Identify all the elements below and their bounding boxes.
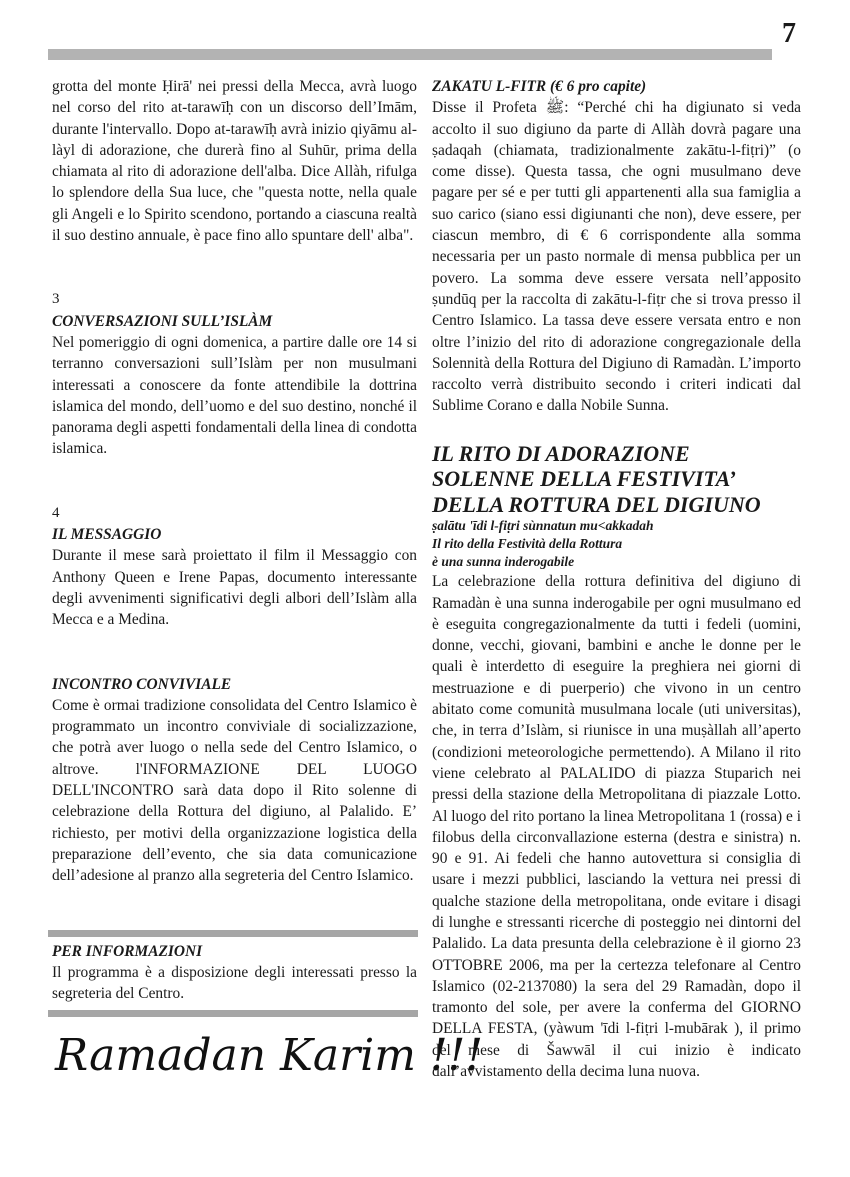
rito-subheading-2: Il rito della Festività della Rottura	[432, 536, 623, 552]
rito-subheading-3: è una sunna inderogabile	[432, 554, 575, 570]
rito-subheading-1: ṣalātu 'īdi l-fiṭri sùnnatun mu<akkadah	[432, 518, 654, 534]
section-4-text: Durante il mese sarà proiettato il film il Messaggio con Anthony Queen e Irene Papas, documento interessante degli avvenimenti significativi degli albori dell’Islàm alla Mecca e a Medina.	[52, 547, 417, 629]
zakat-text: Disse il Profeta ﷺ: “Perché chi ha digiunato si veda accolto il suo digiuno da parte di Allàh dovrà pagare una ṣadaqah (chiamata, tradizionalmente zakātu-l-fiṭri)” (o come disse). Questa tassa, che ogni musulmano deve pagare per sé e per tutti gli appartenenti alla sua famiglia a suo carico (siano essi digiunanti che non), deve essere, per ciascun membro, di € 6 corrispondente alla somma necessaria per un pasto normale di mensa pubblica per un povero. La somma deve essere versata nell’apposito ṣundūq per la raccolta di zakātu-l-fiṭr che si trova presso il Centro Islamico. La tassa deve essere versata entro e non oltre l’inizio del rito di adorazione congregazionale della Solennità della Rottura del Digiuno di Ramadàn. L’importo raccolto verrà distribuito secondo i criteri indicati dal Sublime Corano e dalla Nobile Sunna.	[432, 99, 801, 415]
section-4-number: 4	[52, 504, 60, 521]
rito-heading-line-2: SOLENNE DELLA FESTIVITA’	[432, 466, 736, 492]
left-column	[52, 76, 417, 1017]
rito-heading-line-1: IL RITO DI ADORAZIONE	[432, 440, 690, 466]
info-heading: PER INFORMAZIONI	[52, 942, 203, 960]
rito-text: La celebrazione della rottura definitiva del digiuno di Ramadàn è una sunna inderogabile per ogni musulmano ed è eseguita congregazionalmente da tutti i fedeli (uomini, donne, vecchi, giovani, bambini e anche le donne per le quali è interdetto di eseguire la preghiera nei giorni di mestruazione e di puerperio) che vivono in un centro abitato come comunità musulmana locale (uti universitas), che, in terra d’Islàm, si riunisce in una muṣàllah all’aperto (condizioni meteorologiche permettendo). A Milano il rito viene celebrato al PALALIDO di piazza Stuparich nei pressi della stazione della Metropolitana di piazzale Lotto. Al luogo del rito portano la linea Metropolitana 1 (rossa) e i filobus della circonvallazione esterna (destra e sinistra) n. 90 e 91. Ai fedeli che hanno autovettura si consiglia di usare i mezzi pubblici, lasciando la vettura nei pressi di qualche stazione della metropolitana, onde evitare i disagi di lunghe e stressanti ricerche di posteggio nei dintorni del Palalido. La data presunta della celebrazione è il giorno 23 OTTOBRE 2006, ma per la certezza telefonare al Centro Islamico (02-2137080) la sera del 29 Ramadàn, dopo il tramonto del sole, per avere la conferma del GIORNO DELLA FESTA, (yàwum 'īdi l-fiṭri l-mubārak ), il primo del mese di Šawwāl il cui inizio è indicato dall’avvistamento della decima luna nuova.	[432, 573, 801, 1081]
section-5-text: Come è ormai tradizione consolidata del Centro Islamico è programmato un incontro conviviale di socializzazione, che potrà aver luogo o nella sede del Centro Islamico, o altrove. l'INFORMAZIONE DEL LUOGO DELL'INCONTRO sarà data dopo il Rito solenne di celebrazione della Rottura del digiuno, al Palalido. E’ richiesto, per motivi della organizzazione logistica della preparazione dell’evento, che sia data comunicazione dell’adesione al pranzo alla segreteria del Centro Islamico.	[52, 696, 417, 885]
section-3-text: Nel pomeriggio di ogni domenica, a partire dalle ore 14 si terranno conversazioni sull’Islàm per non musulmani interessati a conoscere da fonte attendibile la dottrina islamica del mondo, dell’uomo e del suo destino, nonché il panorama degli aspetti fondamentali della linea di condotta islamica.	[52, 333, 417, 458]
ramadan-karim-title: Ramadan Karim !!!	[55, 1030, 484, 1081]
intro-paragraph: grotta del monte Ḥirā' nei pressi della Mecca, avrà luogo nel corso del rito at-tarawīḥ con un discorso dell’Imām, durante l'intervallo. Dopo at-tarawīḥ avrà inizio qiyāmu al-làyl di adorazione, che durerà fino al Suhūr, prima della chiamata al rito di adorazione dell'alba. Dice Allàh, rifulga lo splendore della Sua luce, che "questa notte, nella quale gli Angeli e lo Spirito scendono, portando a ciascuna realtà il suo destino annuale, è pace fino allo spuntare dell' alba".	[52, 78, 417, 245]
section-4-heading: IL MESSAGGIO	[52, 526, 162, 544]
header-rule	[48, 49, 772, 60]
rito-heading-line-3: DELLA ROTTURA DEL DIGIUNO	[432, 491, 761, 517]
info-text: Il programma è a disposizione degli interessati presso la segreteria del Centro.	[52, 963, 417, 1003]
info-rule	[48, 930, 418, 937]
info-rule-bottom	[48, 1010, 418, 1017]
section-5-heading: INCONTRO CONVIVIALE	[52, 675, 232, 693]
section-3-number: 3	[52, 291, 60, 308]
section-3-heading: CONVERSAZIONI SULL’ISLÀM	[52, 312, 273, 330]
right-column	[432, 76, 801, 1082]
page-number: 7	[782, 18, 796, 49]
zakat-heading: ZAKATU L-FITR (€ 6 pro capite)	[432, 78, 647, 95]
